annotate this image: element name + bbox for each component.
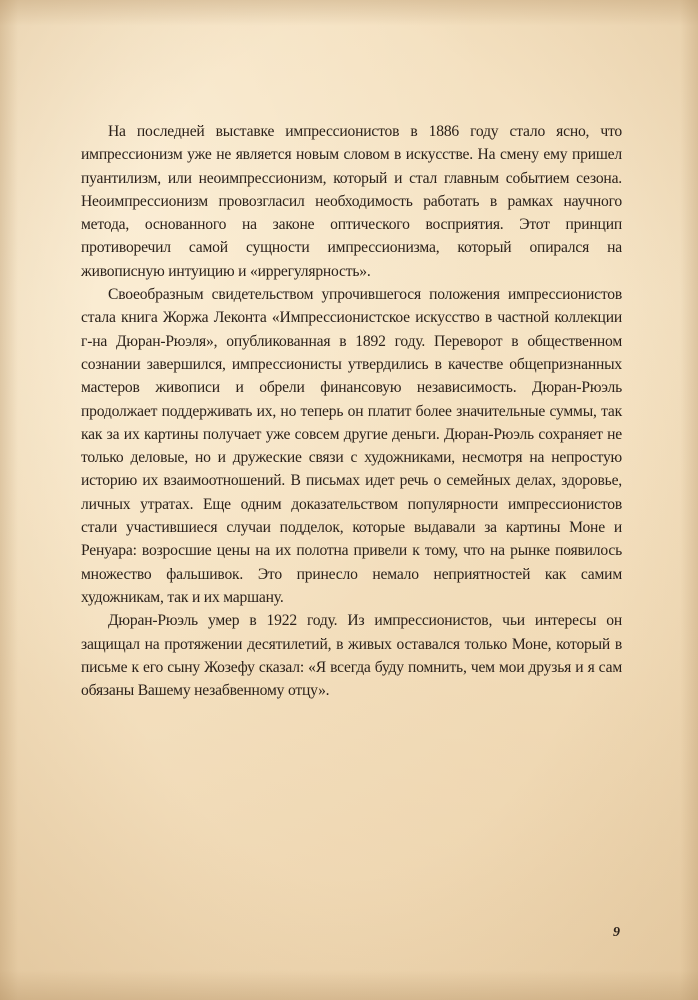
page-shadow-left	[0, 0, 18, 1000]
paragraph-1: На последней выставке импрессионистов в 1886 году стало ясно, что импрессионизм уже не является новым словом в искусстве. На смену ему пришел пуантилизм, или неоимпрессионизм, который и стал главным событием сезона. Неоимпрессионизм провозгласил необходимость работать в рамках научного метода, основанного на законе оптического восприятия. Этот принцип противоречил самой сущности импрессионизма, который опирался на живописную интуицию и «иррегулярность».	[81, 123, 622, 280]
page-shadow-bottom	[0, 970, 698, 1000]
paragraph-2: Своеобразным свидетельством упрочившегося положения импрессионистов стала книга Жоржа Леконта «Импрессионистское искусство в частной коллекции г-на Дюран-Рюэля», опубликованная в 1892 году. Переворот в общественном сознании завершился, импрессионисты утвердились в качестве общепризнанных мастеров живописи и обрели финансовую независимость. Дюран-Рюэль продолжает поддерживать их, но теперь он платит более значительные суммы, так как за их картины получает уже совсем другие деньги. Дюран-Рюэль сохраняет не только деловые, но и дружеские связи с художниками, несмотря на непростую историю их взаимоотношений. В письмах идет речь о семейных делах, здоровье, личных утратах. Еще одним доказательством популярности импрессионистов стали участившиеся случаи подделок, которые выдавали за картины Моне и Ренуара: возросшие цены на их полотна привели к тому, что на рынке появилось множество фальшивок. Это принесло немало неприятностей как самим художникам, так и их маршану.	[81, 286, 622, 606]
paragraph-3: Дюран-Рюэль умер в 1922 году. Из импрессионистов, чьи интересы он защищал на протяжении десятилетий, в живых оставался только Моне, который в письме к его сыну Жозефу сказал: «Я всегда буду помнить, чем мои друзья и я сам обязаны Вашему незабвенному отцу».	[81, 612, 622, 700]
body-text	[81, 120, 622, 702]
page-shadow-right	[680, 0, 698, 1000]
page-number: 9	[613, 925, 620, 940]
page-shadow-top	[0, 0, 698, 26]
